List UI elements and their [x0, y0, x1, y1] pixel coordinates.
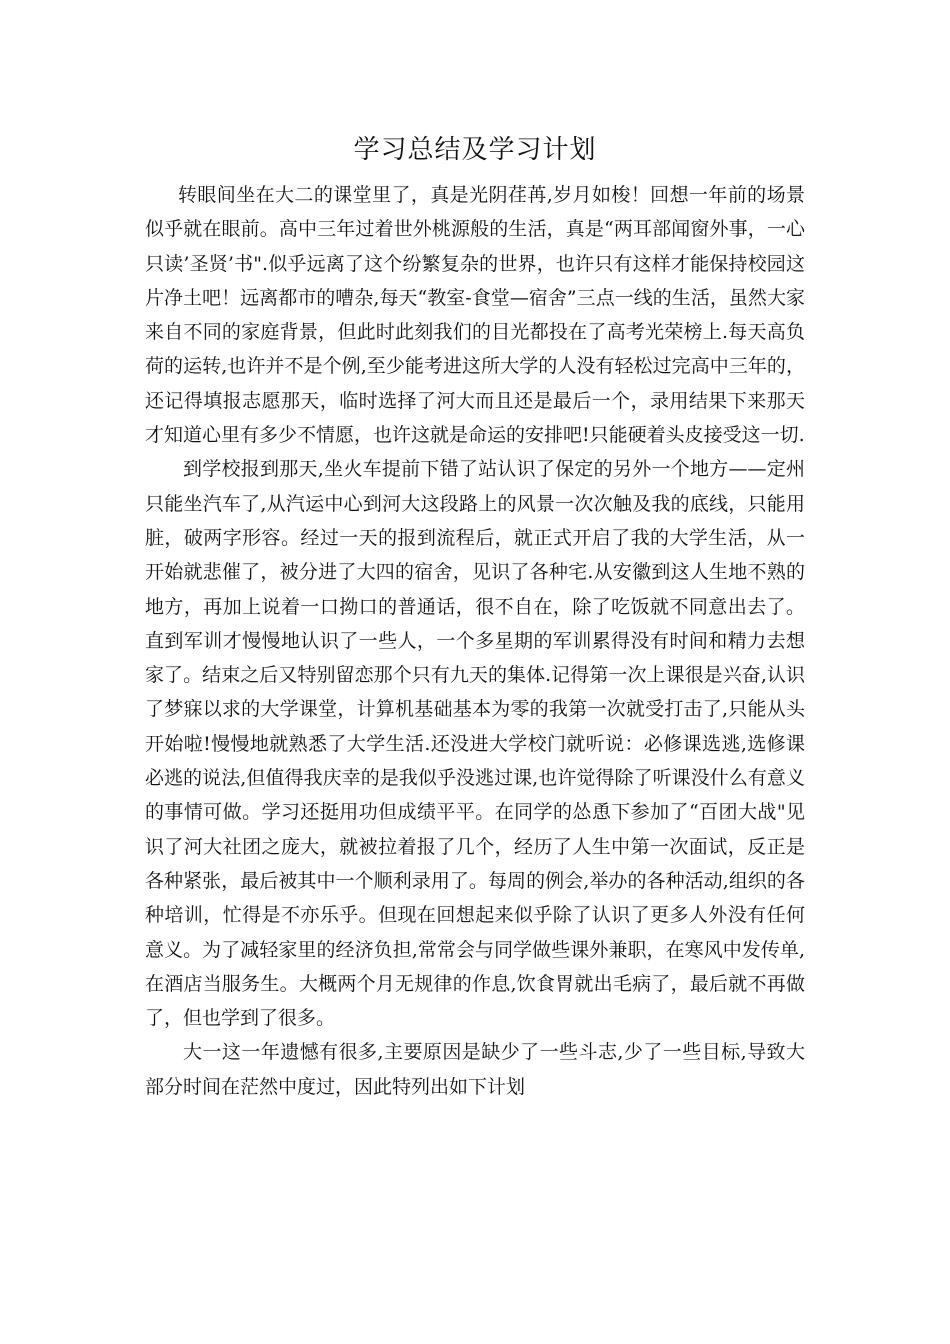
- paragraph-2: 到学校报到那天,坐火车提前下错了站认识了保定的另外一个地方——定州只能坐汽车了,从汽运中心到河大这段路上的风景一次次触及我的底线，只能用脏，破两字形容。经过一天的报到流程后，就正式开启了我的大学生活，从一开始就悲催了，被分进了大四的宿舍，见识了各种宅.从安徽到这人生地不熟的地方，再加上说着一口拗口的普通话，很不自在，除了吃饭就不同意出去了。直到军训才慢慢地认识了一些人，一个多星期的军训累得没有时间和精力去想家了。结束之后又特别留恋那个只有九天的集体.记得第一次上课很是兴奋,认识了梦寐以求的大学课堂，计算机基础基本为零的我第一次就受打击了,只能从头开始啦!慢慢地就熟悉了大学生活.还没进大学校门就听说：必修课选逃,选修课必逃的说法,但值得我庆幸的是我似乎没逃过课,也许觉得除了听课没什么有意义的事情可做。学习还挺用功但成绩平平。在同学的怂恿下参加了“百团大战"见识了河大社团之庞大，就被拉着报了几个，经历了人生中第一次面试，反正是各种紧张，最后被其中一个顺利录用了。每周的例会,举办的各种活动,组织的各种培训，忙得是不亦乐乎。但现在回想起来似乎除了认识了更多人外没有任何意义。为了减轻家里的经济负担,常常会与同学做些课外兼职，在寒风中发传单,在酒店当服务生。大概两个月无规律的作息,饮食胃就出毛病了，最后就不再做了，但也学到了很多。: [145, 458, 805, 1030]
- document-title: 学习总结及学习计划: [353, 135, 597, 165]
- document-body: [145, 178, 805, 1104]
- paragraph-3: 大一这一年遗憾有很多,主要原因是缺少了一些斗志,少了一些目标,导致大部分时间在茫然中度过，因此特列出如下计划: [145, 1041, 805, 1098]
- paragraph-1: 转眼间坐在大二的课堂里了，真是光阴荏苒,岁月如梭！回想一年前的场景似乎就在眼前。高中三年过着世外桃源般的生活，真是“两耳部闻窗外事，一心只读’圣贤’书".似乎远离了这个纷繁复杂的世界，也许只有这样才能保持校园这片净土吧！远离都市的嘈杂,每天“教室-食堂—宿舍”三点一线的生活，虽然大家来自不同的家庭背景，但此时此刻我们的目光都投在了高考光荣榜上.每天高负荷的运转,也许并不是个例,至少能考进这所大学的人没有轻松过完高中三年的，还记得填报志愿那天，临时选择了河大而且还是最后一个，录用结果下来那天才知道心里有多少不情愿，也许这就是命运的安排吧!只能硬着头皮接受这一切.: [145, 184, 805, 447]
